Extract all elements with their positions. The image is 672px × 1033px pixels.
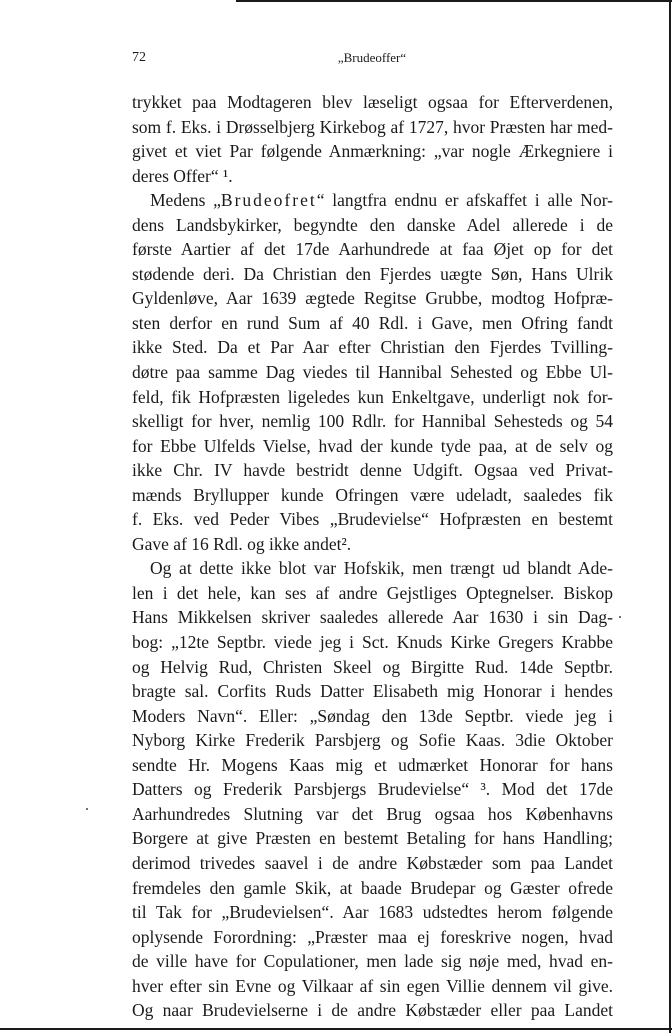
text-line-spaced bbox=[132, 188, 613, 213]
text-line: Aarhundredes Slutning var det Brug ogsaa hos Københavns bbox=[132, 803, 613, 824]
text-line: Hans Mikkelsen skriver saaledes allerede Aar 1630 i sin Dag- bbox=[132, 607, 613, 628]
text-line: deres Offer“ ¹. bbox=[132, 165, 233, 186]
text-line: givet et viet Par følgende Anmærkning: „var nogle Ærkegniere i bbox=[132, 141, 613, 162]
text-line: første Aartier af det 17de Aarhundrede at faa Øjet op for det bbox=[132, 239, 613, 260]
text-line: Datters og Frederik Parsbjergs Brudevielse“ ³. Mod det 17de bbox=[132, 779, 613, 800]
text-line: bog: „12te Septbr. viede jeg i Sct. Knuds Kirke Gregers Krabbe bbox=[132, 632, 613, 653]
text-line: f. Eks. ved Peder Vibes „Brudevielse“ Hofpræsten en bestemt bbox=[132, 509, 613, 530]
page-frame-bottom bbox=[0, 1028, 672, 1030]
scan-speck bbox=[86, 808, 88, 810]
text-line: skelligt for hver, nemlig 100 Rdlr. for Hannibal Sehesteds og 54 bbox=[132, 411, 613, 432]
page-frame-top bbox=[236, 0, 672, 2]
text-line: Og naar Brudevielserne i de andre Købstæder eller paa Landet bbox=[132, 1000, 613, 1021]
page-number: 72 bbox=[132, 50, 146, 65]
text-line: til Tak for „Brudevielsen“. Aar 1683 udstedtes herom følgende bbox=[132, 902, 613, 923]
text-line: derimod trivedes saavel i de andre Købstæder som paa Landet bbox=[132, 852, 613, 873]
text-line: Moders Navn“. Eller: „Søndag den 13de Septbr. viede jeg i bbox=[132, 705, 613, 726]
text-line: bragte sal. Corfits Ruds Datter Elisabeth mig Honorar i hendes bbox=[132, 681, 613, 702]
running-head: „Brudeoffer“ bbox=[337, 50, 407, 65]
text-line: Borgere at give Præsten en bestemt Betaling for hans Handling; bbox=[132, 828, 613, 849]
text-line: og Helvig Rud, Christen Skeel og Birgitte Rud. 14de Septbr. bbox=[132, 656, 613, 677]
text-line: stødende deri. Da Christian den Fjerdes uægte Søn, Hans Ulrik bbox=[132, 263, 613, 284]
text-line: de ville have for Copulationer, men lade sig nøje med, hvad en- bbox=[132, 951, 613, 972]
text-line: fremdeles den gamle Skik, at baade Brudepar og Gæster ofrede bbox=[132, 877, 613, 898]
text-fragment: “ langtfra endnu er afskaffet i alle Nor- bbox=[316, 190, 613, 211]
text-fragment: Medens „ bbox=[150, 190, 221, 211]
text-line: trykket paa Modtageren blev læseligt ogsaa for Efterverdenen, bbox=[132, 92, 613, 112]
text-line: sten derfor en rund Sum af 40 Rdl. i Gave, men Ofring fandt bbox=[132, 312, 613, 333]
text-line: sendte Hr. Mogens Kaas mig et udmærket Honorar for hans bbox=[132, 754, 613, 775]
scan-speck bbox=[619, 616, 621, 618]
text-line: oplysende Forordning: „Præster maa ej foreskrive nogen, hvad bbox=[132, 926, 613, 947]
text-line: ikke Chr. IV havde bestridt denne Udgift. Ogsaa ved Privat- bbox=[132, 460, 613, 481]
text-line: dens Landsbykirker, begyndte den danske Adel allerede i de bbox=[132, 214, 613, 235]
text-line: Nyborg Kirke Frederik Parsbjerg og Sofie Kaas. 3die Oktober bbox=[132, 730, 613, 751]
text-line: mænds Bryllupper kunde Ofringen være udeladt, saaledes fik bbox=[132, 484, 613, 505]
page-frame-right bbox=[669, 0, 671, 1033]
emphasized-word: Brudeofret bbox=[220, 190, 317, 211]
text-line: Gave af 16 Rdl. og ikke andet². bbox=[132, 533, 352, 554]
text-line: ikke Sted. Da et Par Aar efter Christian den Fjerdes Tvilling- bbox=[132, 337, 613, 358]
text-line: Og at dette ikke blot var Hofskik, men trængt ud blandt Ade- bbox=[150, 558, 613, 579]
page-header bbox=[132, 50, 612, 72]
text-line: for Ebbe Ulfelds Vielse, hvad der kunde tyde paa, at de selv og bbox=[132, 435, 613, 456]
text-line: døtre paa samme Dag viedes til Hannibal Sehested og Ebbe Ul- bbox=[132, 362, 613, 383]
text-line: len i det hele, kan ses af andre Gejstliges Optegnelser. Biskop bbox=[132, 582, 613, 603]
text-line: hver efter sin Evne og Vilkaar af sin egen Villie dennem vil give. bbox=[132, 975, 613, 996]
text-line: feld, fik Hofpræsten ligeledes kun Enkeltgave, underligt nok for- bbox=[132, 386, 613, 407]
text-line: som f. Eks. i Drøsselbjerg Kirkebog af 1727, hvor Præsten har med- bbox=[132, 116, 613, 137]
body-text bbox=[132, 90, 613, 1023]
text-line: Gyldenløve, Aar 1639 ægtede Regitse Grubbe, modtog Hofpræ- bbox=[132, 288, 613, 309]
